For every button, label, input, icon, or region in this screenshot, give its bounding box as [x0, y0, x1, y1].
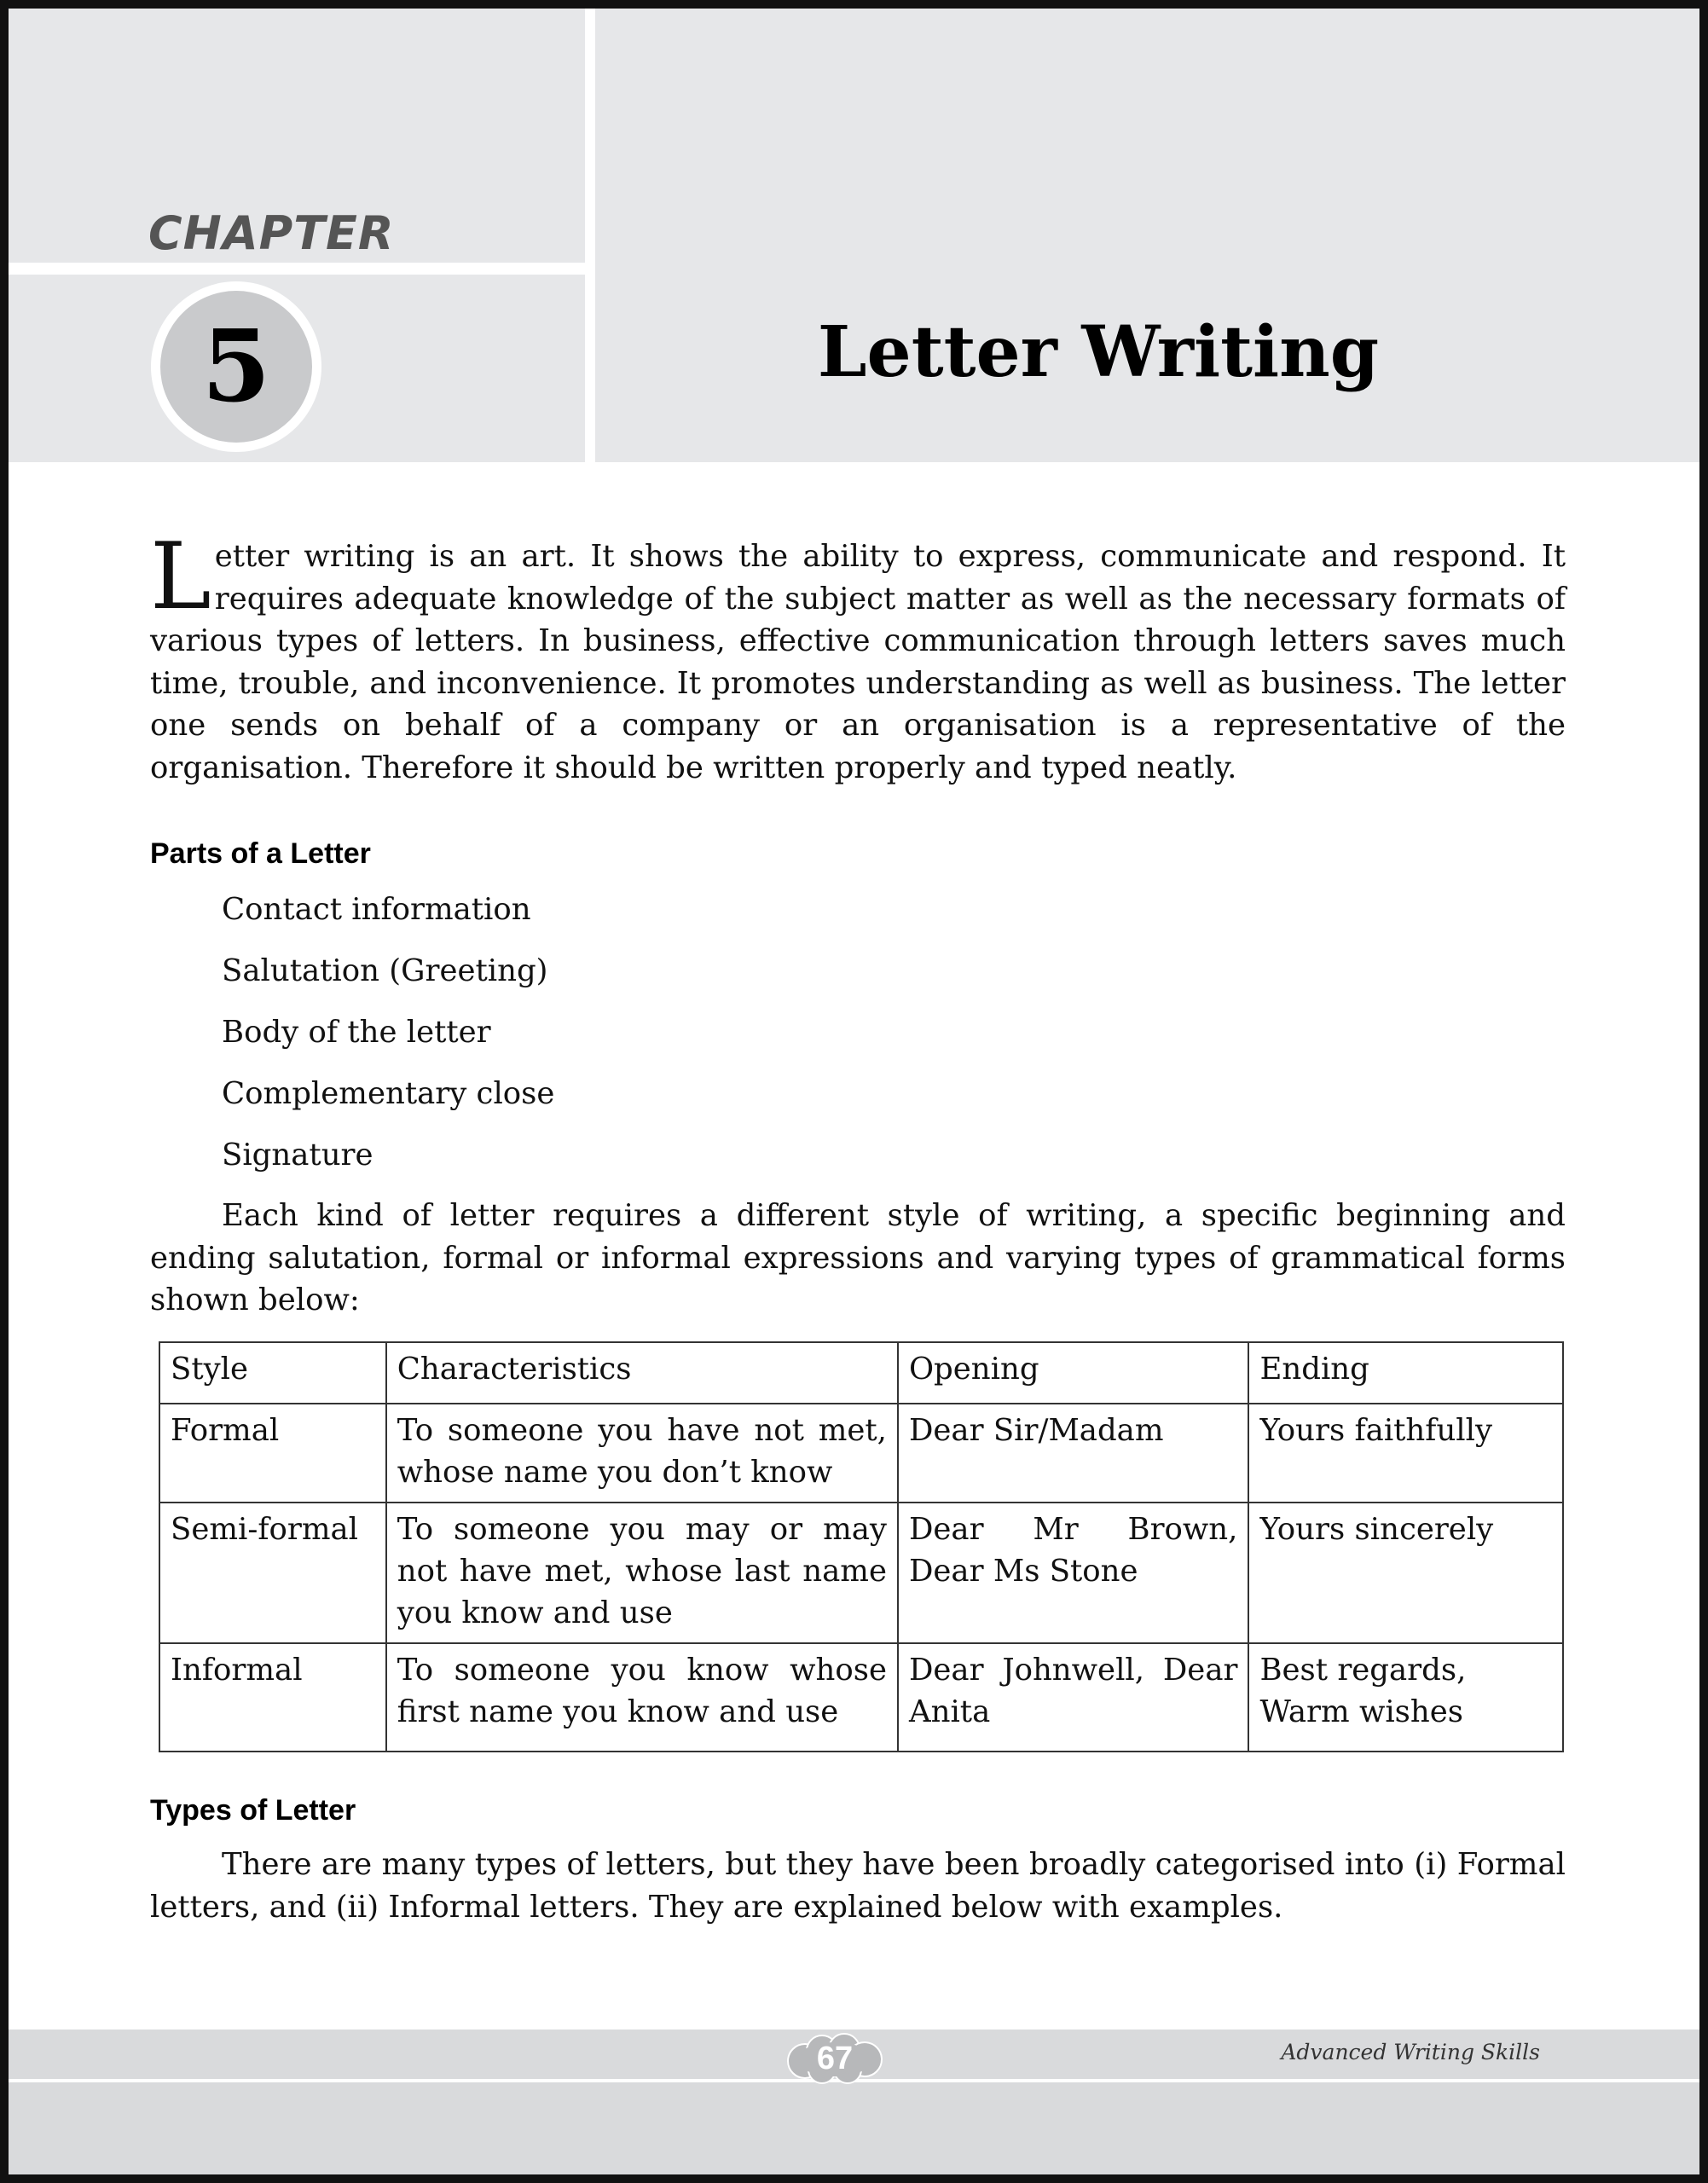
- table-cell: Formal: [159, 1404, 386, 1503]
- footer-lower-band: [9, 2082, 1708, 2183]
- table-header-cell: Characteristics: [386, 1342, 898, 1404]
- table-row: [159, 1503, 1563, 1643]
- table-cell: Yours faithfully: [1248, 1404, 1563, 1503]
- table-header-row: [159, 1342, 1563, 1404]
- table-row: [159, 1643, 1563, 1752]
- chapter-number-badge: [151, 281, 321, 452]
- table-cell: To someone you have not met, whose name you don’t know: [386, 1404, 898, 1503]
- table-cell: To someone you may or may not have met, whose last name you know and use: [386, 1503, 898, 1643]
- section-heading-types: Types of Letter: [150, 1794, 356, 1827]
- types-paragraph: There are many types of letters, but they have been broadly categorised into (i) Formal letters, and (ii) Informal letters. They are explained below with examples.: [150, 1847, 1566, 1925]
- table-cell: Dear Sir/Madam: [898, 1404, 1249, 1503]
- list-item: Signature: [222, 1138, 373, 1173]
- table-header-cell: Opening: [898, 1342, 1249, 1404]
- parts-list: [222, 889, 554, 1196]
- table-cell: Informal: [159, 1643, 386, 1752]
- drop-cap: L: [150, 524, 211, 630]
- table-header-cell: Style: [159, 1342, 386, 1404]
- parts-paragraph: Each kind of letter requires a different style of writing, a specific beginning and ending salutation, formal or informal expressions and varying types of grammatical forms shown below:: [150, 1198, 1566, 1317]
- table-cell: Best regards, Warm wishes: [1248, 1643, 1563, 1752]
- chapter-title: Letter Writing: [817, 311, 1380, 393]
- table-header-cell: Ending: [1248, 1342, 1563, 1404]
- section-heading-parts: Parts of a Letter: [150, 837, 371, 870]
- table-cell: Dear Johnwell, Dear Anita: [898, 1643, 1249, 1752]
- chapter-number: 5: [160, 291, 312, 443]
- intro-paragraph: [150, 524, 1566, 789]
- list-item: Complementary close: [222, 1076, 555, 1111]
- list-item: Salutation (Greeting): [222, 953, 548, 988]
- table-cell: Yours sincerely: [1248, 1503, 1563, 1643]
- intro-text: etter writing is an art. It shows the ability to express, communicate and respond. It requires adequate knowledge of the subject matter as well as the necessary formats of various types of letters. In business, effective communication through letters saves much time, trouble, and inconvenience. It promotes understanding as well as business. The letter one sends on behalf of a company or an organisation is a representative of the organisation. Therefore it should be written properly and typed neatly.: [150, 539, 1566, 785]
- list-item: Contact information: [222, 892, 531, 927]
- list-item: Body of the letter: [222, 1015, 491, 1050]
- letter-styles-table: [159, 1341, 1564, 1752]
- chapter-label: CHAPTER: [148, 206, 395, 260]
- table-cell: Semi-formal: [159, 1503, 386, 1643]
- table-cell: To someone you know whose first name you know and use: [386, 1643, 898, 1752]
- page-number: 67: [816, 2040, 854, 2076]
- table-cell: Dear Mr Brown, Dear Ms Stone: [898, 1503, 1249, 1643]
- page-number-badge: [785, 2032, 885, 2085]
- table-row: [159, 1404, 1563, 1503]
- book-title: Advanced Writing Skills: [1281, 2040, 1540, 2064]
- header-panel-right: [595, 9, 1708, 462]
